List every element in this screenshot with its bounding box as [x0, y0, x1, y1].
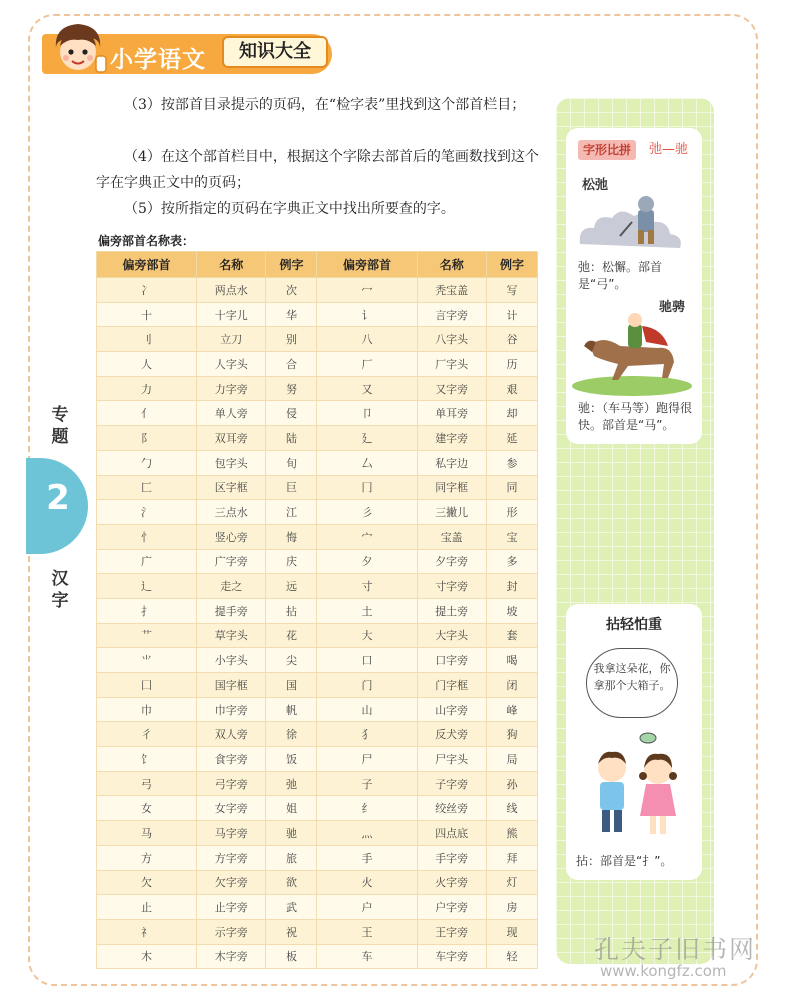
table-cell: 卩 — [317, 401, 417, 426]
table-cell: 祝 — [266, 919, 317, 944]
table-cell: ⺌ — [97, 648, 197, 673]
table-cell: 弛 — [266, 771, 317, 796]
table-cell: 别 — [266, 327, 317, 352]
table-row — [97, 549, 538, 574]
table-cell: 孙 — [486, 771, 537, 796]
table-cell: 峰 — [486, 697, 537, 722]
table-cell: 华 — [266, 302, 317, 327]
column-header: 偏旁部首 — [317, 252, 417, 278]
table-cell: 套 — [486, 623, 537, 648]
table-cell: 尸字头 — [417, 747, 486, 772]
table-cell: 绞丝旁 — [417, 796, 486, 821]
table-row — [97, 376, 538, 401]
table-cell: 大字头 — [417, 623, 486, 648]
table-row — [97, 673, 538, 698]
table-cell: 匚 — [97, 475, 197, 500]
table-cell: 包字头 — [197, 450, 266, 475]
table-row — [97, 302, 538, 327]
table-cell: 延 — [486, 426, 537, 451]
table-cell: 武 — [266, 895, 317, 920]
note-nian-radical: 拈：部首是“扌”。 — [576, 854, 673, 868]
table-cell: 阝 — [97, 426, 197, 451]
table-cell: 驰 — [266, 821, 317, 846]
table-row — [97, 598, 538, 623]
table-cell: 厂字头 — [417, 352, 486, 377]
table-cell: 夕字旁 — [417, 549, 486, 574]
table-cell: 现 — [486, 919, 537, 944]
table-cell: 巨 — [266, 475, 317, 500]
table-cell: 彳 — [97, 722, 197, 747]
table-cell: 却 — [486, 401, 537, 426]
table-cell: 示字旁 — [197, 919, 266, 944]
table-cell: 庆 — [266, 549, 317, 574]
table-cell: 又 — [317, 376, 417, 401]
table-cell: 陆 — [266, 426, 317, 451]
table-row — [97, 796, 538, 821]
word-chicheng: 驰骋 — [659, 300, 686, 315]
mascot-boy-icon — [48, 18, 108, 80]
table-header-row — [97, 252, 538, 278]
table-cell: 国字框 — [197, 673, 266, 698]
table-cell: 饣 — [97, 747, 197, 772]
table-cell: 冂 — [317, 475, 417, 500]
table-cell: 拈 — [266, 598, 317, 623]
table-cell: 冖 — [317, 278, 417, 303]
table-cell: 人字头 — [197, 352, 266, 377]
table-cell: 马字旁 — [197, 821, 266, 846]
table-cell: 旅 — [266, 845, 317, 870]
table-cell: 欠字旁 — [197, 870, 266, 895]
table-row — [97, 722, 538, 747]
table-cell: 轻 — [486, 944, 537, 969]
table-cell: 广 — [97, 549, 197, 574]
table-cell: 欠 — [97, 870, 197, 895]
table-cell: 江 — [266, 500, 317, 525]
table-cell: 艰 — [486, 376, 537, 401]
table-row — [97, 623, 538, 648]
table-cell: 反犬旁 — [417, 722, 486, 747]
table-cell: 封 — [486, 574, 537, 599]
table-cell: 板 — [266, 944, 317, 969]
radicals-table — [96, 251, 538, 969]
table-row — [97, 747, 538, 772]
table-cell: 彡 — [317, 500, 417, 525]
table-cell: 子字旁 — [417, 771, 486, 796]
paragraph-step-5: （5）按所指定的页码在字典正文中找出所要查的字。 — [124, 201, 455, 217]
table-cell: 区字框 — [197, 475, 266, 500]
table-cell: 帆 — [266, 697, 317, 722]
table-cell: 次 — [266, 278, 317, 303]
table-row — [97, 401, 538, 426]
table-cell: 口字旁 — [417, 648, 486, 673]
table-cell: 远 — [266, 574, 317, 599]
table-cell: 马 — [97, 821, 197, 846]
table-cell: 亻 — [97, 401, 197, 426]
table-cell: 十 — [97, 302, 197, 327]
table-cell: 走之 — [197, 574, 266, 599]
table-cell: 力字旁 — [197, 376, 266, 401]
table-body — [97, 278, 538, 969]
table-cell: 纟 — [317, 796, 417, 821]
table-cell: 方 — [97, 845, 197, 870]
table-cell: 女字旁 — [197, 796, 266, 821]
table-cell: 旬 — [266, 450, 317, 475]
table-row — [97, 426, 538, 451]
table-cell: 氵 — [97, 500, 197, 525]
table-cell: 车字旁 — [417, 944, 486, 969]
table-row — [97, 450, 538, 475]
table-cell: 历 — [486, 352, 537, 377]
chapter-label-top: 专题 — [51, 405, 69, 447]
table-cell: 言字旁 — [417, 302, 486, 327]
table-cell: 十字儿 — [197, 302, 266, 327]
table-cell: 木 — [97, 944, 197, 969]
table-cell: 宝盖 — [417, 524, 486, 549]
table-cell: 廴 — [317, 426, 417, 451]
table-cell: 双人旁 — [197, 722, 266, 747]
table-cell: 立刀 — [197, 327, 266, 352]
table-cell: 提手旁 — [197, 598, 266, 623]
table-row — [97, 944, 538, 969]
idiom-title: 拈轻怕重 — [606, 617, 662, 633]
table-cell: 门 — [317, 673, 417, 698]
table-row — [97, 895, 538, 920]
table-row — [97, 648, 538, 673]
table-cell: 竖心旁 — [197, 524, 266, 549]
table-cell: 弓字旁 — [197, 771, 266, 796]
table-cell: 灯 — [486, 870, 537, 895]
table-cell: 木字旁 — [197, 944, 266, 969]
table-cell: 山 — [317, 697, 417, 722]
table-cell: 合 — [266, 352, 317, 377]
table-cell: 火字旁 — [417, 870, 486, 895]
column-header: 名称 — [417, 252, 486, 278]
watermark-url: www.kongfz.com — [600, 962, 727, 980]
table-cell: 欲 — [266, 870, 317, 895]
table-cell: 厶 — [317, 450, 417, 475]
table-cell: 女 — [97, 796, 197, 821]
table-cell: 谷 — [486, 327, 537, 352]
table-cell: 手字旁 — [417, 845, 486, 870]
table-cell: 四点底 — [417, 821, 486, 846]
table-cell: 写 — [486, 278, 537, 303]
table-cell: 局 — [486, 747, 537, 772]
table-cell: 囗 — [97, 673, 197, 698]
table-cell: 尸 — [317, 747, 417, 772]
glyph-pair: 弛—驰 — [649, 142, 689, 157]
table-cell: 弓 — [97, 771, 197, 796]
table-cell: 房 — [486, 895, 537, 920]
table-row — [97, 500, 538, 525]
table-cell: 寸字旁 — [417, 574, 486, 599]
table-cell: 户 — [317, 895, 417, 920]
table-cell: 三撇儿 — [417, 500, 486, 525]
table-cell: 狗 — [486, 722, 537, 747]
table-cell: 拜 — [486, 845, 537, 870]
table-cell: 八 — [317, 327, 417, 352]
table-cell: 花 — [266, 623, 317, 648]
table-row — [97, 524, 538, 549]
table-cell: 尖 — [266, 648, 317, 673]
column-header: 名称 — [197, 252, 266, 278]
chapter-number: 2 — [46, 478, 70, 518]
table-cell: 王 — [317, 919, 417, 944]
table-cell: 计 — [486, 302, 537, 327]
horse-rider-illustration-icon — [572, 312, 698, 396]
table-cell: 门字框 — [417, 673, 486, 698]
table-cell: 同字框 — [417, 475, 486, 500]
table-cell: 熊 — [486, 821, 537, 846]
table-cell: 形 — [486, 500, 537, 525]
table-cell: 艹 — [97, 623, 197, 648]
table-cell: 两点水 — [197, 278, 266, 303]
table-cell: 力 — [97, 376, 197, 401]
table-cell: 手 — [317, 845, 417, 870]
table-row — [97, 821, 538, 846]
table-cell: 坡 — [486, 598, 537, 623]
table-cell: 同 — [486, 475, 537, 500]
table-cell: 单人旁 — [197, 401, 266, 426]
table-cell: 三点水 — [197, 500, 266, 525]
table-cell: 建字旁 — [417, 426, 486, 451]
table-cell: 寸 — [317, 574, 417, 599]
table-cell: 勹 — [97, 450, 197, 475]
table-cell: 八字头 — [417, 327, 486, 352]
table-cell: 小字头 — [197, 648, 266, 673]
table-cell: 忄 — [97, 524, 197, 549]
table-cell: 巾字旁 — [197, 697, 266, 722]
paragraph-step-3: （3）按部首目录提示的页码，在“检字表”里找到这个部首栏目； — [124, 97, 526, 113]
table-cell: 广字旁 — [197, 549, 266, 574]
table-cell: 止 — [97, 895, 197, 920]
table-cell: 山字旁 — [417, 697, 486, 722]
table-cell: 方字旁 — [197, 845, 266, 870]
note-chi-relax: 弛：松懈。部首是“弓”。 — [578, 260, 663, 291]
glyph-compare-tag: 字形比拼 — [578, 140, 636, 160]
table-cell: 食字旁 — [197, 747, 266, 772]
table-cell: 子 — [317, 771, 417, 796]
children-illustration-icon — [582, 726, 694, 848]
table-caption: 偏旁部首名称表： — [98, 234, 195, 248]
table-cell: 闭 — [486, 673, 537, 698]
table-cell: 火 — [317, 870, 417, 895]
table-cell: 宀 — [317, 524, 417, 549]
speech-bubble-text: 我拿这朵花，你拿那个大箱子。 — [593, 662, 671, 692]
table-row — [97, 352, 538, 377]
table-cell: 草字头 — [197, 623, 266, 648]
table-cell: 扌 — [97, 598, 197, 623]
table-cell: 宝 — [486, 524, 537, 549]
table-cell: 犭 — [317, 722, 417, 747]
watermark-text: 孔夫子旧书网 — [594, 935, 757, 964]
table-cell: 刂 — [97, 327, 197, 352]
table-cell: 双耳旁 — [197, 426, 266, 451]
table-row — [97, 771, 538, 796]
column-header: 例字 — [486, 252, 537, 278]
table-cell: 人 — [97, 352, 197, 377]
table-cell: 车 — [317, 944, 417, 969]
table-cell: 讠 — [317, 302, 417, 327]
header-subtitle: 知识大全 — [222, 36, 328, 68]
table-cell: 侵 — [266, 401, 317, 426]
table-cell: 国 — [266, 673, 317, 698]
table-cell: 王字旁 — [417, 919, 486, 944]
knight-illustration-icon — [576, 192, 696, 256]
table-cell: 多 — [486, 549, 537, 574]
table-cell: 户字旁 — [417, 895, 486, 920]
table-row — [97, 278, 538, 303]
table-row — [97, 697, 538, 722]
table-cell: 提土旁 — [417, 598, 486, 623]
note-chi-gallop: 驰：（车马等）跑得很快。部首是“马”。 — [578, 401, 693, 432]
table-cell: 秃宝盖 — [417, 278, 486, 303]
table-cell: 口 — [317, 648, 417, 673]
table-cell: 单耳旁 — [417, 401, 486, 426]
table-cell: 徐 — [266, 722, 317, 747]
table-row — [97, 919, 538, 944]
table-row — [97, 574, 538, 599]
table-cell: 辶 — [97, 574, 197, 599]
table-cell: 喝 — [486, 648, 537, 673]
table-cell: 参 — [486, 450, 537, 475]
table-cell: 灬 — [317, 821, 417, 846]
word-songchi: 松弛 — [582, 178, 609, 193]
table-row — [97, 327, 538, 352]
table-cell: 礻 — [97, 919, 197, 944]
table-cell: 努 — [266, 376, 317, 401]
table-cell: 厂 — [317, 352, 417, 377]
table-cell: 土 — [317, 598, 417, 623]
table-cell: 姐 — [266, 796, 317, 821]
table-row — [97, 845, 538, 870]
table-cell: 饭 — [266, 747, 317, 772]
header-title: 小学语文 — [110, 47, 206, 73]
table-cell: 冫 — [97, 278, 197, 303]
table-cell: 悔 — [266, 524, 317, 549]
table-cell: 私字边 — [417, 450, 486, 475]
table-cell: 又字旁 — [417, 376, 486, 401]
table-row — [97, 870, 538, 895]
column-header: 偏旁部首 — [97, 252, 197, 278]
table-cell: 巾 — [97, 697, 197, 722]
table-cell: 线 — [486, 796, 537, 821]
chapter-label-bottom: 汉字 — [51, 569, 69, 611]
table-cell: 夕 — [317, 549, 417, 574]
paragraph-step-4: （4）在这个部首栏目中，根据这个字除去部首后的笔画数找到这个字在字典正文中的页码； — [96, 149, 539, 191]
table-row — [97, 475, 538, 500]
table-cell: 止字旁 — [197, 895, 266, 920]
column-header: 例字 — [266, 252, 317, 278]
table-cell: 大 — [317, 623, 417, 648]
